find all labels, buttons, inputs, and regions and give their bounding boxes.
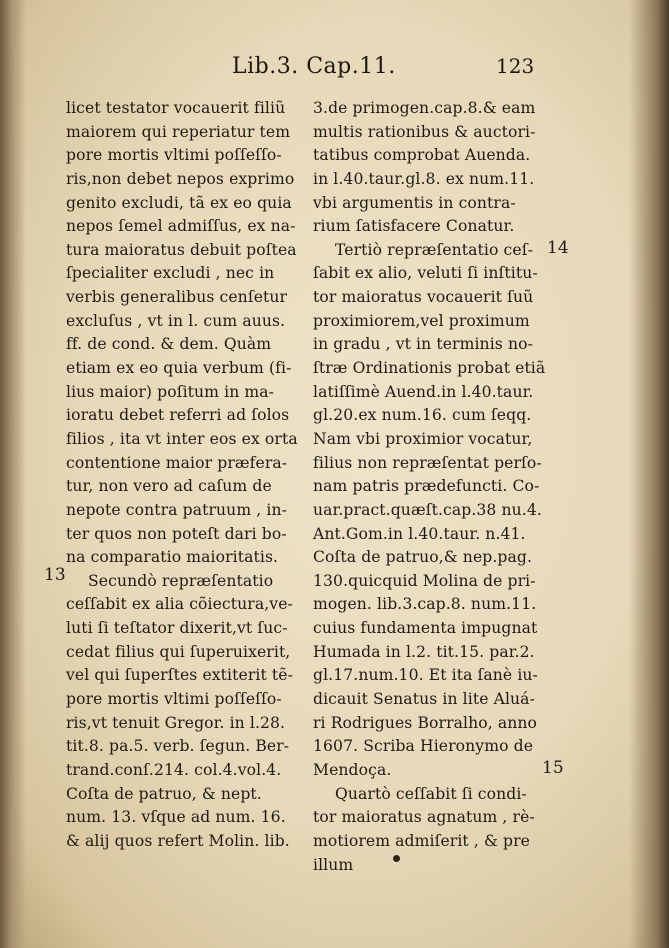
text-line: Coſta de patruo, & nept. xyxy=(66,784,262,803)
text-line: dicauit Senatus in lite Aluá- xyxy=(313,690,535,709)
text-line: luti ſi teſtator dixerit,vt ſuc- xyxy=(66,619,288,638)
text-line: ter quos non poteſt dari bo- xyxy=(66,524,287,543)
text-line: vbi argumentis in contra- xyxy=(313,193,516,212)
text-line: Humada in l.2. tit.15. par.2. xyxy=(313,642,535,661)
text-line: num. 13. vſque ad num. 16. xyxy=(66,808,286,827)
text-line: 130.quicquid Molina de pri- xyxy=(313,571,536,590)
text-line: motiorem admiſerit , & pre xyxy=(313,831,530,850)
text-line: cuius fundamenta impugnat xyxy=(313,619,538,638)
text-line: ff. de cond. & dem. Quàm xyxy=(66,335,272,354)
text-line: tit.8. pa.5. verb. ſegun. Ber- xyxy=(66,737,290,756)
text-line: nepos ſemel admiſſus, ex na- xyxy=(66,217,296,236)
text-line: rium ſatisfacere Conatur. xyxy=(313,217,515,236)
text-line: in gradu , vt in terminis no- xyxy=(313,335,533,354)
text-line: maiorem qui reperiatur tem xyxy=(66,122,291,141)
margin-number: 13 xyxy=(44,565,66,585)
text-line: ſpecialiter excludi , nec in xyxy=(66,264,275,283)
text-line: lius maior) poſitum in ma- xyxy=(66,382,275,401)
text-line: etiam ex eo quia verbum (fi- xyxy=(66,359,292,378)
text-line: Mendoça. xyxy=(313,760,392,779)
text-line: tor maioratus vocauerit ſuũ xyxy=(313,288,534,307)
text-line: illum xyxy=(313,855,354,874)
text-line: pore mortis vltimi poſſeſſo- xyxy=(66,690,282,709)
text-line: nepote contra patruum , in- xyxy=(66,500,287,519)
text-line: Ant.Gom.in l.40.taur. n.41. xyxy=(313,524,526,543)
text-line: nam patris prædefuncti. Co- xyxy=(313,477,540,496)
text-line: multis rationibus & auctori- xyxy=(313,122,536,141)
text-line: mogen. lib.3.cap.8. num.11. xyxy=(313,595,537,614)
text-line: na comparatio maioritatis. xyxy=(66,548,279,567)
text-line: excluſus , vt in l. cum auus. xyxy=(66,311,286,330)
text-line: proximiorem,vel proximum xyxy=(313,311,530,330)
text-line: filios , ita vt inter eos ex orta xyxy=(66,429,298,448)
page-edge-shadow xyxy=(629,0,669,948)
text-line: tura maioratus debuit poſtea xyxy=(66,240,297,259)
left-text-column xyxy=(66,97,298,854)
gutter-shadow xyxy=(0,0,26,948)
text-line: ſtræ Ordinationis probat etiã xyxy=(313,359,546,378)
text-line: latiſſimè Auend.in l.40.taur. xyxy=(313,382,534,401)
text-line: in l.40.taur.gl.8. ex num.11. xyxy=(313,169,535,188)
text-line: tur, non vero ad caſum de xyxy=(66,477,272,496)
text-line: licet testator vocauerit filiũ xyxy=(66,99,286,117)
text-line: gl.17.num.10. Et ita ſanè iu- xyxy=(313,666,538,685)
margin-number: 15 xyxy=(542,758,564,778)
text-line: trand.conſ.214. col.4.vol.4. xyxy=(66,760,282,779)
page-number: 123 xyxy=(496,54,535,78)
text-line: Secundò repræſentatio xyxy=(88,571,274,590)
text-line: 1607. Scriba Hieronymo de xyxy=(313,737,534,756)
text-line: filius non repræſentat perſo- xyxy=(313,453,542,472)
text-line: verbis generalibus cenſetur xyxy=(66,288,288,307)
text-line: ris,vt tenuit Gregor. in l.28. xyxy=(66,713,286,732)
ink-dot xyxy=(393,855,400,862)
text-line: ſabit ex alio, veluti ſi inſtitu- xyxy=(313,264,538,283)
running-head: Lib.3. Cap.11. xyxy=(232,54,396,79)
text-line: genito excludi, tã ex eo quia xyxy=(66,193,292,212)
text-line: ris,non debet nepos exprimo xyxy=(66,169,295,188)
text-line: ri Rodrigues Borralho, anno xyxy=(313,713,538,732)
page-header xyxy=(0,54,669,86)
text-line: contentione maior præfera- xyxy=(66,453,288,472)
text-line: pore mortis vltimi poſſeſſo- xyxy=(66,146,282,165)
text-line: Tertiò repræſentatio ceſ- xyxy=(335,240,533,259)
text-line: cedat filius qui ſuperuixerit, xyxy=(66,642,291,661)
text-line: uar.pract.quæſt.cap.38 nu.4. xyxy=(313,500,542,519)
text-line: ioratu debet referri ad ſolos xyxy=(66,406,290,425)
text-line: vel qui ſuperſtes extiterit tẽ- xyxy=(66,666,293,685)
text-line: tor maioratus agnatum , rè- xyxy=(313,808,535,827)
text-line: ceſſabit ex alia cõiectura,ve- xyxy=(66,595,293,614)
text-line: gl.20.ex num.16. cum ſeqq. xyxy=(313,406,532,425)
text-line: Coſta de patruo,& nep.pag. xyxy=(313,548,533,567)
right-text-column xyxy=(313,97,545,877)
text-line: tatibus comprobat Auenda. xyxy=(313,146,531,165)
text-line: & alij quos refert Molin. lib. xyxy=(66,831,290,850)
text-line: Quartò ceſſabit ſi condi- xyxy=(335,784,527,803)
text-line: 3.de primogen.cap.8.& eam xyxy=(313,99,536,117)
text-line: Nam vbi proximior vocatur, xyxy=(313,429,533,448)
margin-number: 14 xyxy=(547,238,569,258)
